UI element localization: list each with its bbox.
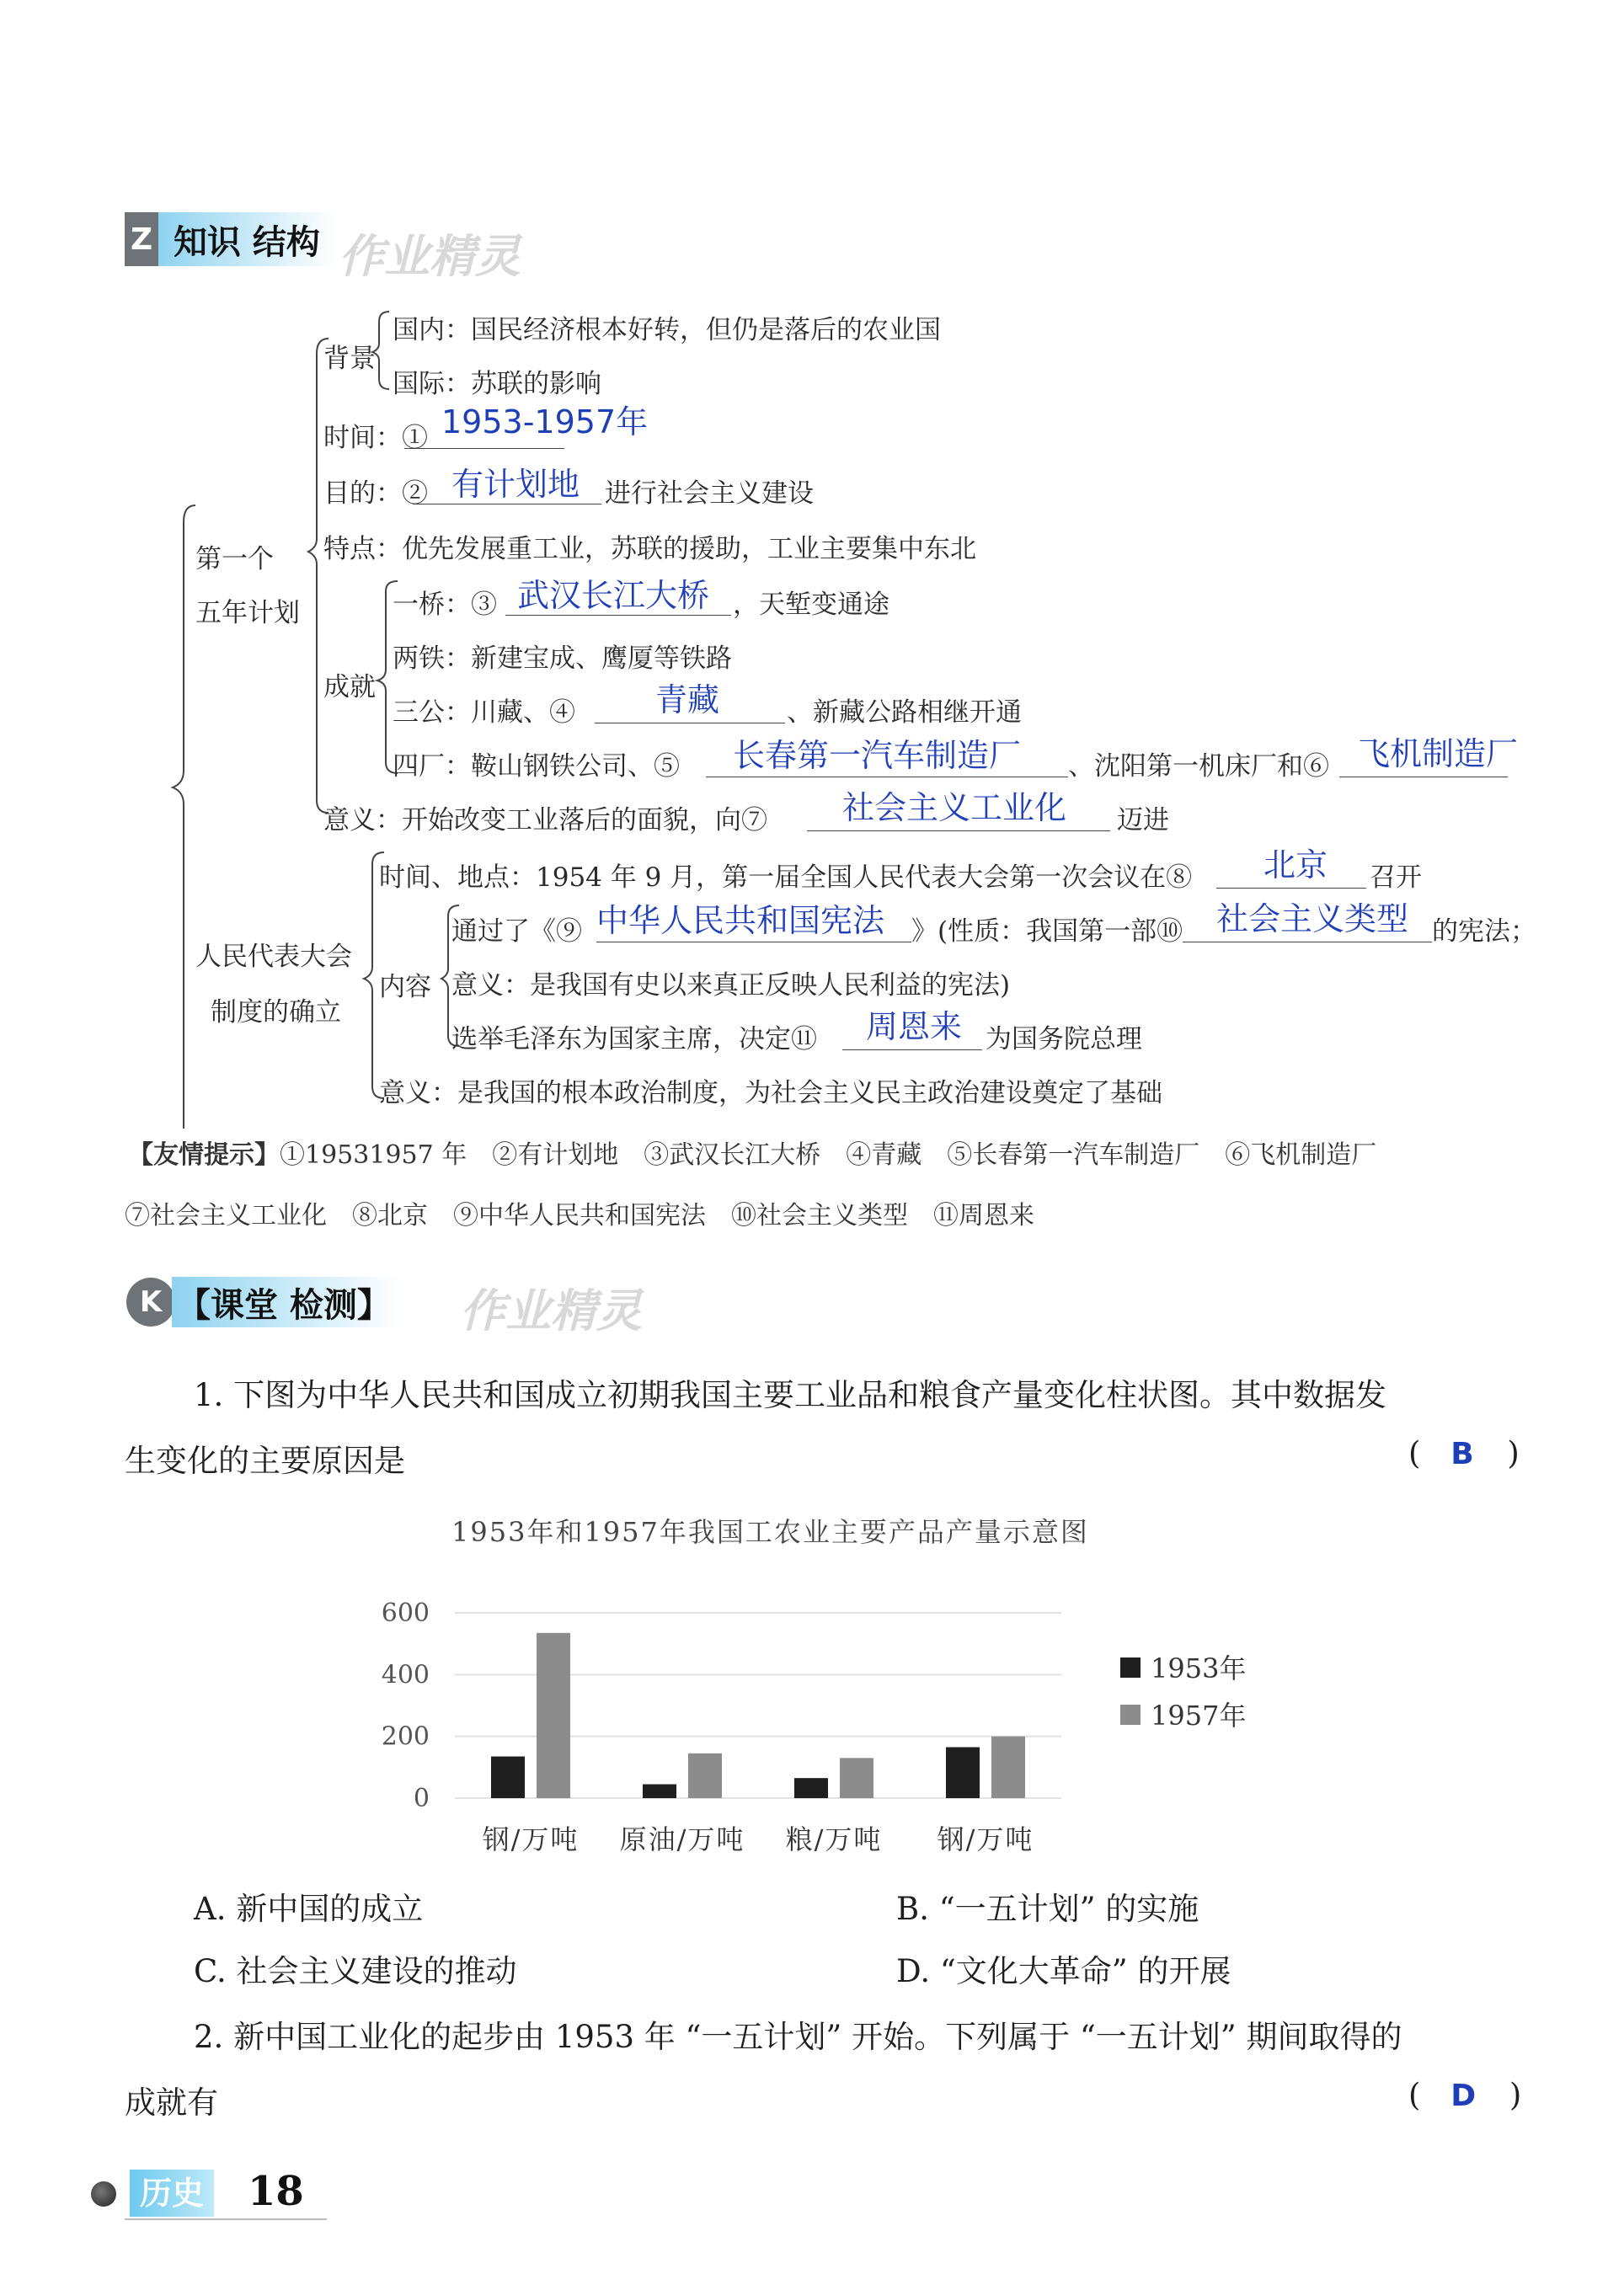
bridge-answer: 武汉长江大桥	[517, 577, 710, 614]
factory-mid: 、沈阳第一机床厂和⑥	[1068, 751, 1329, 782]
tips-label: 【友情提示】	[128, 1140, 280, 1170]
q1-line2: 生变化的主要原因是	[125, 1443, 405, 1479]
npc-place-answer: 北京	[1263, 846, 1328, 883]
bar-1-3	[991, 1737, 1025, 1798]
factory6-answer: 飞机制造厂	[1358, 735, 1519, 772]
legend-swatch	[1120, 1705, 1141, 1725]
section-title: 知识 结构	[158, 212, 335, 266]
goal-answer: 有计划地	[451, 466, 580, 503]
factory-label: 四厂：鞍山钢铁公司、⑤	[393, 751, 680, 782]
bridge-tail: ，天堑变通途	[733, 590, 889, 620]
npc-meaning: 意义：是我国的根本政治制度，为社会主义民主政治建设奠定了基础	[379, 1078, 1162, 1108]
footer-subject: 历史	[130, 2170, 214, 2217]
railway-text: 两铁：新建宝成、鹰厦等铁路	[393, 643, 732, 674]
q1-answer-paren	[1408, 1435, 1520, 1471]
law-mid: 》(性质：我国第一部⑩	[911, 916, 1183, 947]
legend-label: 1953年	[1151, 1652, 1247, 1684]
bridge-label: 一桥：③	[393, 590, 497, 620]
bar-0-0	[491, 1757, 525, 1799]
root-five-year-plan-line2: 五年计划	[195, 598, 300, 628]
root-npc-line2: 制度的确立	[211, 997, 341, 1028]
q2-answer-paren	[1408, 2077, 1522, 2113]
meaning-answer: 社会主义工业化	[842, 789, 1067, 826]
factory6-answer-blank	[1339, 735, 1519, 777]
law-type-answer: 社会主义类型	[1216, 900, 1409, 937]
npc-time-place: 时间、地点：1954 年 9 月，第一届全国人民代表大会第一次会议在⑧	[379, 862, 1193, 893]
bridge-answer-blank	[505, 577, 731, 616]
goal-label: 目的：②	[323, 478, 428, 509]
law-answer-blank	[596, 902, 911, 942]
meaning-label: 意义：开始改变工业落后的面貌，向⑦	[323, 805, 767, 835]
achievements-label: 成就	[323, 672, 376, 702]
section-header-class-check	[126, 1275, 399, 1329]
q2-paren-open: (	[1408, 2077, 1421, 2113]
q2-answer: D	[1450, 2079, 1477, 2113]
feature-text: 特点：优先发展重工业，苏联的援助，工业主要集中东北	[323, 534, 976, 564]
elect-tail: 为国务院总理	[986, 1024, 1142, 1054]
y-tick-label: 600	[381, 1599, 430, 1628]
footer-dot	[91, 2181, 116, 2207]
page-number: 18	[248, 2168, 304, 2215]
q1-paren-open: (	[1408, 1435, 1421, 1471]
law-label: 通过了《⑨	[451, 916, 582, 947]
bar-0-1	[643, 1785, 676, 1799]
bar-0-2	[794, 1778, 828, 1798]
q1-line1: 1. 下图为中华人民共和国成立初期我国主要工业品和粮食产量变化柱状图。其中数据发	[194, 1377, 1387, 1413]
q1-answer: B	[1450, 1437, 1474, 1471]
chart-title: 1953年和1957年我国工农业主要产品产量示意图	[451, 1516, 1089, 1548]
section-title: 【课堂 检测】	[172, 1277, 399, 1327]
x-tick-label: 钢/万吨	[937, 1823, 1034, 1855]
x-tick-label: 原油/万吨	[619, 1823, 745, 1855]
x-tick-label: 钢/万吨	[482, 1823, 580, 1855]
background-international: 国际：苏联的影响	[393, 369, 601, 399]
watermark: 作业精灵	[339, 230, 521, 283]
elect-label: 选举毛泽东为国家主席，决定⑪	[451, 1024, 817, 1054]
q1-paren-close: )	[1507, 1435, 1520, 1471]
root-five-year-plan-line1: 第一个	[195, 544, 274, 574]
bar-chart	[337, 1567, 1348, 1920]
legend-swatch	[1120, 1657, 1141, 1678]
law-meaning: 意义：是我国有史以来真正反映人民利益的宪法)	[451, 970, 1011, 1001]
root-npc-line1: 人民代表大会	[195, 942, 352, 972]
time-answer-blank	[404, 403, 649, 449]
y-tick-label: 0	[413, 1784, 430, 1813]
tips-line2: ⑦社会主义工业化 ⑧北京 ⑨中华人民共和国宪法 ⑩社会主义类型 ⑪周恩来	[125, 1201, 1034, 1230]
meaning-answer-blank	[807, 789, 1110, 831]
footer	[91, 2166, 344, 2225]
bar-0-3	[946, 1748, 980, 1799]
section-badge-letter: K	[139, 1285, 163, 1319]
law-type-answer-blank	[1183, 900, 1432, 942]
npc-time-tail: 召开	[1370, 862, 1422, 893]
footer-rule	[125, 2218, 327, 2220]
option-b[interactable]: B. “一五计划” 的实施	[896, 1891, 1199, 1927]
goal-tail: 进行社会主义建设	[605, 478, 814, 509]
background-label: 背景	[323, 344, 376, 374]
option-a[interactable]: A. 新中国的成立	[194, 1891, 424, 1927]
time-label: 时间：①	[323, 423, 428, 453]
background-domestic: 国内：国民经济根本好转，但仍是落后的农业国	[393, 315, 941, 345]
bar-1-0	[537, 1633, 570, 1798]
npc-place-answer-blank	[1216, 846, 1366, 889]
y-tick-label: 200	[381, 1722, 430, 1752]
x-tick-label: 粮/万吨	[785, 1823, 883, 1855]
q2-paren-close: )	[1509, 2077, 1522, 2113]
road-label: 三公：川藏、④	[393, 697, 575, 728]
legend-label: 1957年	[1151, 1700, 1247, 1732]
road-answer: 青藏	[655, 681, 720, 718]
law-tail: 的宪法；	[1432, 916, 1536, 947]
watermark: 作业精灵	[460, 1284, 642, 1337]
elect-answer: 周恩来	[866, 1008, 963, 1045]
section-badge	[126, 1278, 175, 1326]
section-badge: Z	[125, 212, 158, 266]
goal-answer-blank	[413, 468, 601, 504]
q2-line1: 2. 新中国工业化的起步由 1953 年 “一五计划” 开始。下列属于 “一五计划” 期间取得的	[194, 2019, 1402, 2055]
factory5-answer-blank	[706, 737, 1068, 777]
elect-answer-blank	[842, 1008, 982, 1050]
law-answer: 中华人民共和国宪法	[596, 902, 885, 939]
content-label: 内容	[379, 972, 431, 1002]
bar-1-1	[688, 1754, 722, 1798]
meaning-tail: 迈进	[1117, 805, 1169, 835]
option-d[interactable]: D. “文化大革命” 的开展	[896, 1953, 1231, 1989]
bar-1-2	[840, 1758, 873, 1798]
road-answer-blank	[595, 681, 785, 723]
option-c[interactable]: C. 社会主义建设的推动	[194, 1953, 517, 1989]
q2-line2: 成就有	[125, 2084, 218, 2121]
time-answer: 1953-1957年	[441, 403, 649, 440]
y-tick-label: 400	[381, 1660, 430, 1690]
factory5-answer: 长春第一汽车制造厂	[733, 737, 1022, 774]
tips-line1	[128, 1134, 1376, 1171]
road-tail: 、新藏公路相继开通	[787, 697, 1022, 728]
tips-text1: ①19531957 年 ②有计划地 ③武汉长江大桥 ④青藏 ⑤长春第一汽车制造厂 ⑥飞机制造厂	[280, 1140, 1377, 1170]
